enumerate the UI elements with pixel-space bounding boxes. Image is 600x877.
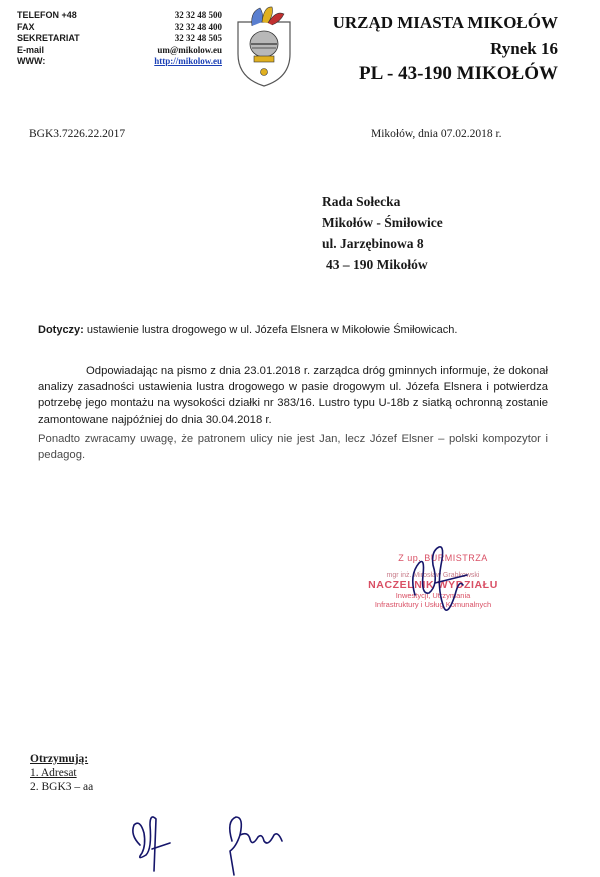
distribution-list [30,752,93,794]
coat-of-arms-icon [234,4,294,88]
distribution-item-1: 1. Adresat [30,767,77,779]
recipient-block [322,191,443,275]
place-date: Mikołów, dnia 07.02.2018 r. [371,128,502,140]
recipient-line3: ul. Jarzębinowa 8 [322,236,424,251]
recipient-line1: Rada Sołecka [322,194,401,209]
subject-text: ustawienie lustra drogowego w ul. Józefa Elsnera w Mikołowie Śmiłowicach. [86,324,458,336]
distribution-heading: Otrzymują: [30,753,89,765]
office-name: URZĄD MIASTA MIKOŁÓW [332,13,558,32]
stamp-line4: Inwestycji, Utrzymania [395,591,471,600]
recipient-line4: 43 – 190 Mikołów [326,257,428,272]
office-postal: PL - 43-190 MIKOŁÓW [359,63,558,84]
contact-values [82,10,222,68]
value-sekretariat: 32 32 48 505 [174,33,222,43]
value-telefon: 32 32 48 500 [174,10,222,20]
recipient-line2: Mikołów - Śmiłowice [322,215,443,230]
label-www: WWW: [17,56,46,66]
value-email: um@mikolow.eu [157,44,222,55]
office-street: Rynek 16 [490,39,558,58]
reference-number: BGK3.7226.22.2017 [29,128,126,140]
value-www[interactable]: http://mikolow.eu [154,56,222,66]
label-sekretariat: SEKRETARIAT [17,33,80,43]
subject-label: Dotyczy: [38,324,84,336]
label-email: E-mail [17,44,45,55]
distribution-item-2: 2. BGK3 – aa [30,781,94,793]
stamp-line1: Z up. BURMISTRZA [398,553,488,563]
director-signature [395,535,485,630]
label-telefon: TELEFON +48 [17,10,77,20]
stamp-line2: mgr inż. Mirosław Grabkowski [386,572,480,579]
stamp-line5: Infrastruktury i Usług Komunalnych [374,600,492,609]
subject-line [38,324,457,336]
handwritten-initials [122,805,322,877]
stamp-line3: NACZELNIK WYDZIAŁU [368,579,498,591]
body-paragraph-2: Ponadto zwracamy uwagę, że patronem ulicy nie jest Jan, lecz Józef Elsner – polski kompozytor i pedagog. [38,433,548,462]
label-fax: FAX [17,21,35,32]
contact-labels [17,10,80,68]
value-fax: 32 32 48 400 [174,21,222,32]
body-paragraph-1: Odpowiadając na pismo z dnia 23.01.2018 r. zarządca dróg gminnych informuje, że dokonał analizy zasadności ustawienia lustra drogowego w pasie drogowym ul. Józefa Elsnera i potwierdza potrzebę jego montażu na wysokości działki nr 383/16. Lustro typu U-18b z siatką ochronną zostanie zamontowane najpóźniej do dnia 30.04.2018 r. [38,365,548,426]
